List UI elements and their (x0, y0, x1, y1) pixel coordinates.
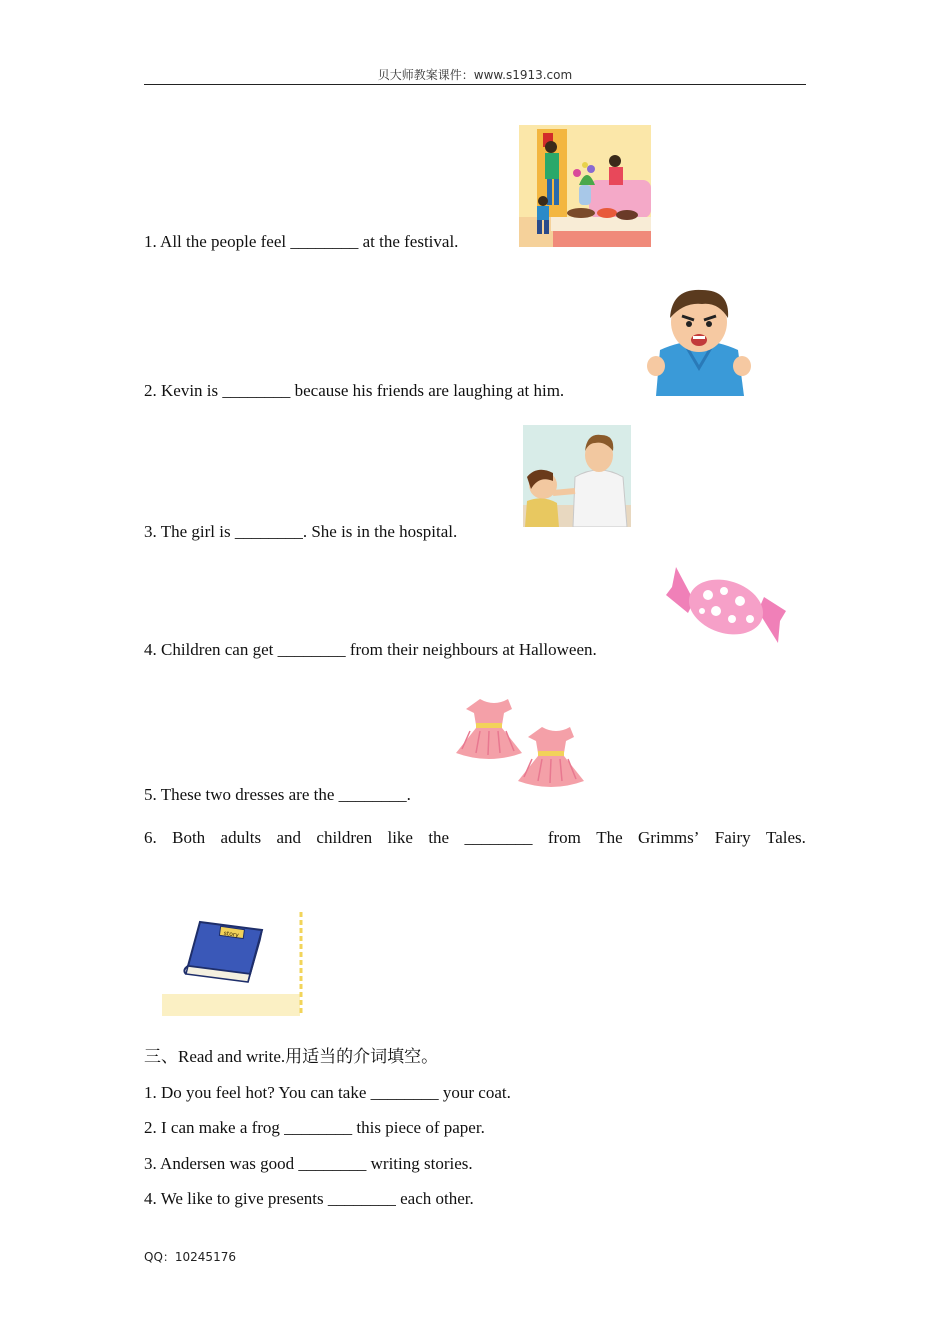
candy-picture (666, 565, 786, 645)
header-divider (144, 84, 806, 85)
picture-item-4: 4. Children can get ________ from their neighbours at Halloween. (144, 640, 597, 659)
section-3-item-1: 1. Do you feel hot? You can take ________ your coat. (144, 1083, 511, 1102)
picture-item-3: 3. The girl is ________. She is in the hospital. (144, 522, 458, 541)
item-6-word: Both (172, 828, 206, 847)
book-title-label: story (223, 929, 240, 939)
item-6-blank: ________ (464, 828, 533, 847)
header-site-label: 贝大师教案课件：www.s1913.com (377, 68, 573, 82)
section-3-item-4: 4. We like to give presents ________ each other. (144, 1189, 474, 1208)
picture-item-6 (144, 827, 806, 849)
picture-item-5: 5. These two dresses are the ________. (144, 785, 411, 804)
section-3-item-3: 3. Andersen was good ________ writing stories. (144, 1154, 473, 1173)
picture-item-1: 1. All the people feel ________ at the festival. (144, 232, 459, 251)
section-3-item-2: 2. I can make a frog ________ this piece of paper. (144, 1118, 485, 1137)
item-6-word: and (276, 828, 302, 847)
item-6-word: The (596, 828, 623, 847)
angry-boy-picture (646, 284, 752, 396)
item-6-word: Tales. (766, 828, 806, 847)
sick-girl-doctor-picture (523, 425, 631, 527)
two-dresses-picture (452, 695, 588, 789)
item-6-word: children (316, 828, 373, 847)
story-book-picture (162, 912, 304, 1016)
section-3-heading: 三、Read and write.用适当的介词填空。 (144, 1047, 439, 1066)
item-6-word: like (387, 828, 413, 847)
item-6-word: 6. (144, 828, 157, 847)
item-6-word: from (547, 828, 581, 847)
item-6-word: the (428, 828, 450, 847)
picture-item-2: 2. Kevin is ________ because his friends are laughing at him. (144, 381, 565, 400)
item-6-word: Grimms’ (638, 828, 700, 847)
item-6-word: adults (220, 828, 262, 847)
festival-family-picture (519, 125, 651, 247)
footer-qq: QQ：10245176 (144, 1250, 236, 1264)
item-6-word: Fairy (714, 828, 751, 847)
